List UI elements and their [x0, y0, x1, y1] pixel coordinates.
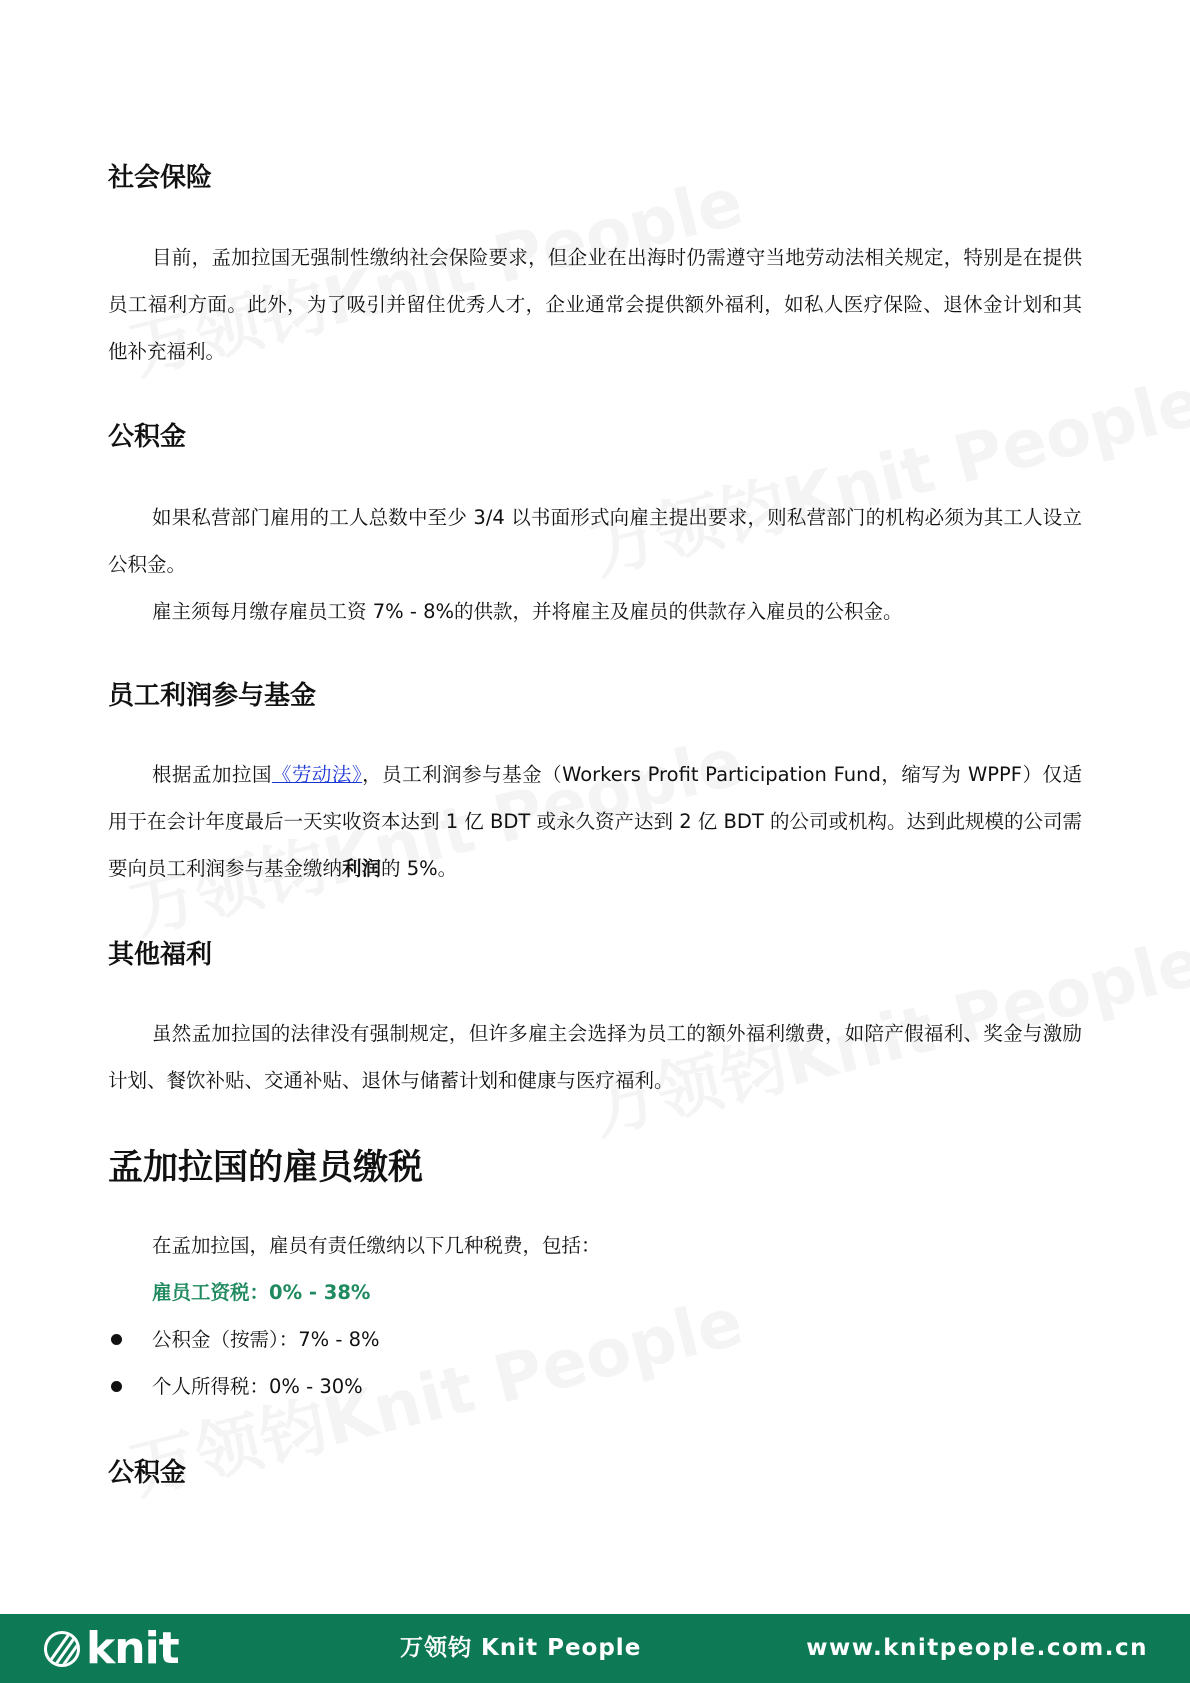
- list-item: [108, 1363, 363, 1410]
- logo-text: knit: [86, 1623, 179, 1674]
- paragraph-wppf: [108, 751, 1082, 892]
- footer-website: www.knitpeople.com.cn: [806, 1635, 1148, 1661]
- yarn-ball-icon: [44, 1631, 80, 1667]
- paragraph-social-insurance: 目前，孟加拉国无强制性缴纳社会保险要求，但企业在出海时仍需遵守当地劳动法相关规定，特别是在提供员工福利方面。此外，为了吸引并留住优秀人才，企业通常会提供额外福利，如私人医疗保险、退休金计划和其他补充福利。: [108, 246, 1082, 363]
- heading-other-benefits: 其他福利: [108, 940, 213, 970]
- heading-employee-tax: 孟加拉国的雇员缴税: [108, 1148, 424, 1188]
- footer-bar: [0, 1614, 1190, 1683]
- wppf-text-2: ，员工利润参与基金（Workers Profit Participation Fund，缩写为 WPPF）仅适用于在会计年度最后一天实收资本达到 1 亿 BDT 或永久资产达到 2 亿 BDT 的公司或机构。达到此规模的公司需要向员工利润参与基金缴纳: [108, 763, 1083, 880]
- paragraph-provident-fund-1: 如果私营部门雇用的工人总数中至少 3/4 以书面形式向雇主提出要求，则私营部门的机构必须为其工人设立公积金。: [108, 506, 1082, 576]
- wppf-text-3: 的 5%。: [381, 857, 458, 880]
- heading-social-insurance: 社会保险: [108, 163, 213, 193]
- list-item-text: 公积金（按需）：7% - 8%: [152, 1328, 380, 1351]
- bullet-icon: [111, 1334, 122, 1345]
- heading-wppf: 员工利润参与基金: [108, 681, 317, 711]
- paragraph-provident-fund-2: 雇主须每月缴存雇员工资 7% - 8%的供款，并将雇主及雇员的供款存入雇员的公积金。: [152, 600, 903, 623]
- paragraph-other-benefits: 虽然孟加拉国的法律没有强制规定，但许多雇主会选择为员工的额外福利缴费，如陪产假福利、奖金与激励计划、餐饮补贴、交通补贴、退休与储蓄计划和健康与医疗福利。: [108, 1022, 1082, 1092]
- employee-tax-intro: 在孟加拉国，雇员有责任缴纳以下几种税费，包括：: [152, 1234, 601, 1257]
- knit-logo: [44, 1623, 179, 1674]
- list-item-text: 个人所得税：0% - 30%: [152, 1375, 363, 1398]
- footer-brand-name: 万领钧 Knit People: [400, 1635, 642, 1661]
- list-item: [108, 1316, 380, 1363]
- bullet-icon: [111, 1381, 122, 1392]
- wppf-text-1: 根据孟加拉国: [152, 763, 272, 786]
- heading-provident-fund-2: 公积金: [108, 1458, 187, 1488]
- wppf-bold-profit: 利润: [342, 857, 382, 880]
- heading-provident-fund: 公积金: [108, 422, 187, 452]
- labor-law-link[interactable]: 《劳动法》: [271, 763, 363, 786]
- employee-payroll-tax-highlight: 雇员工资税：0% - 38%: [152, 1281, 371, 1304]
